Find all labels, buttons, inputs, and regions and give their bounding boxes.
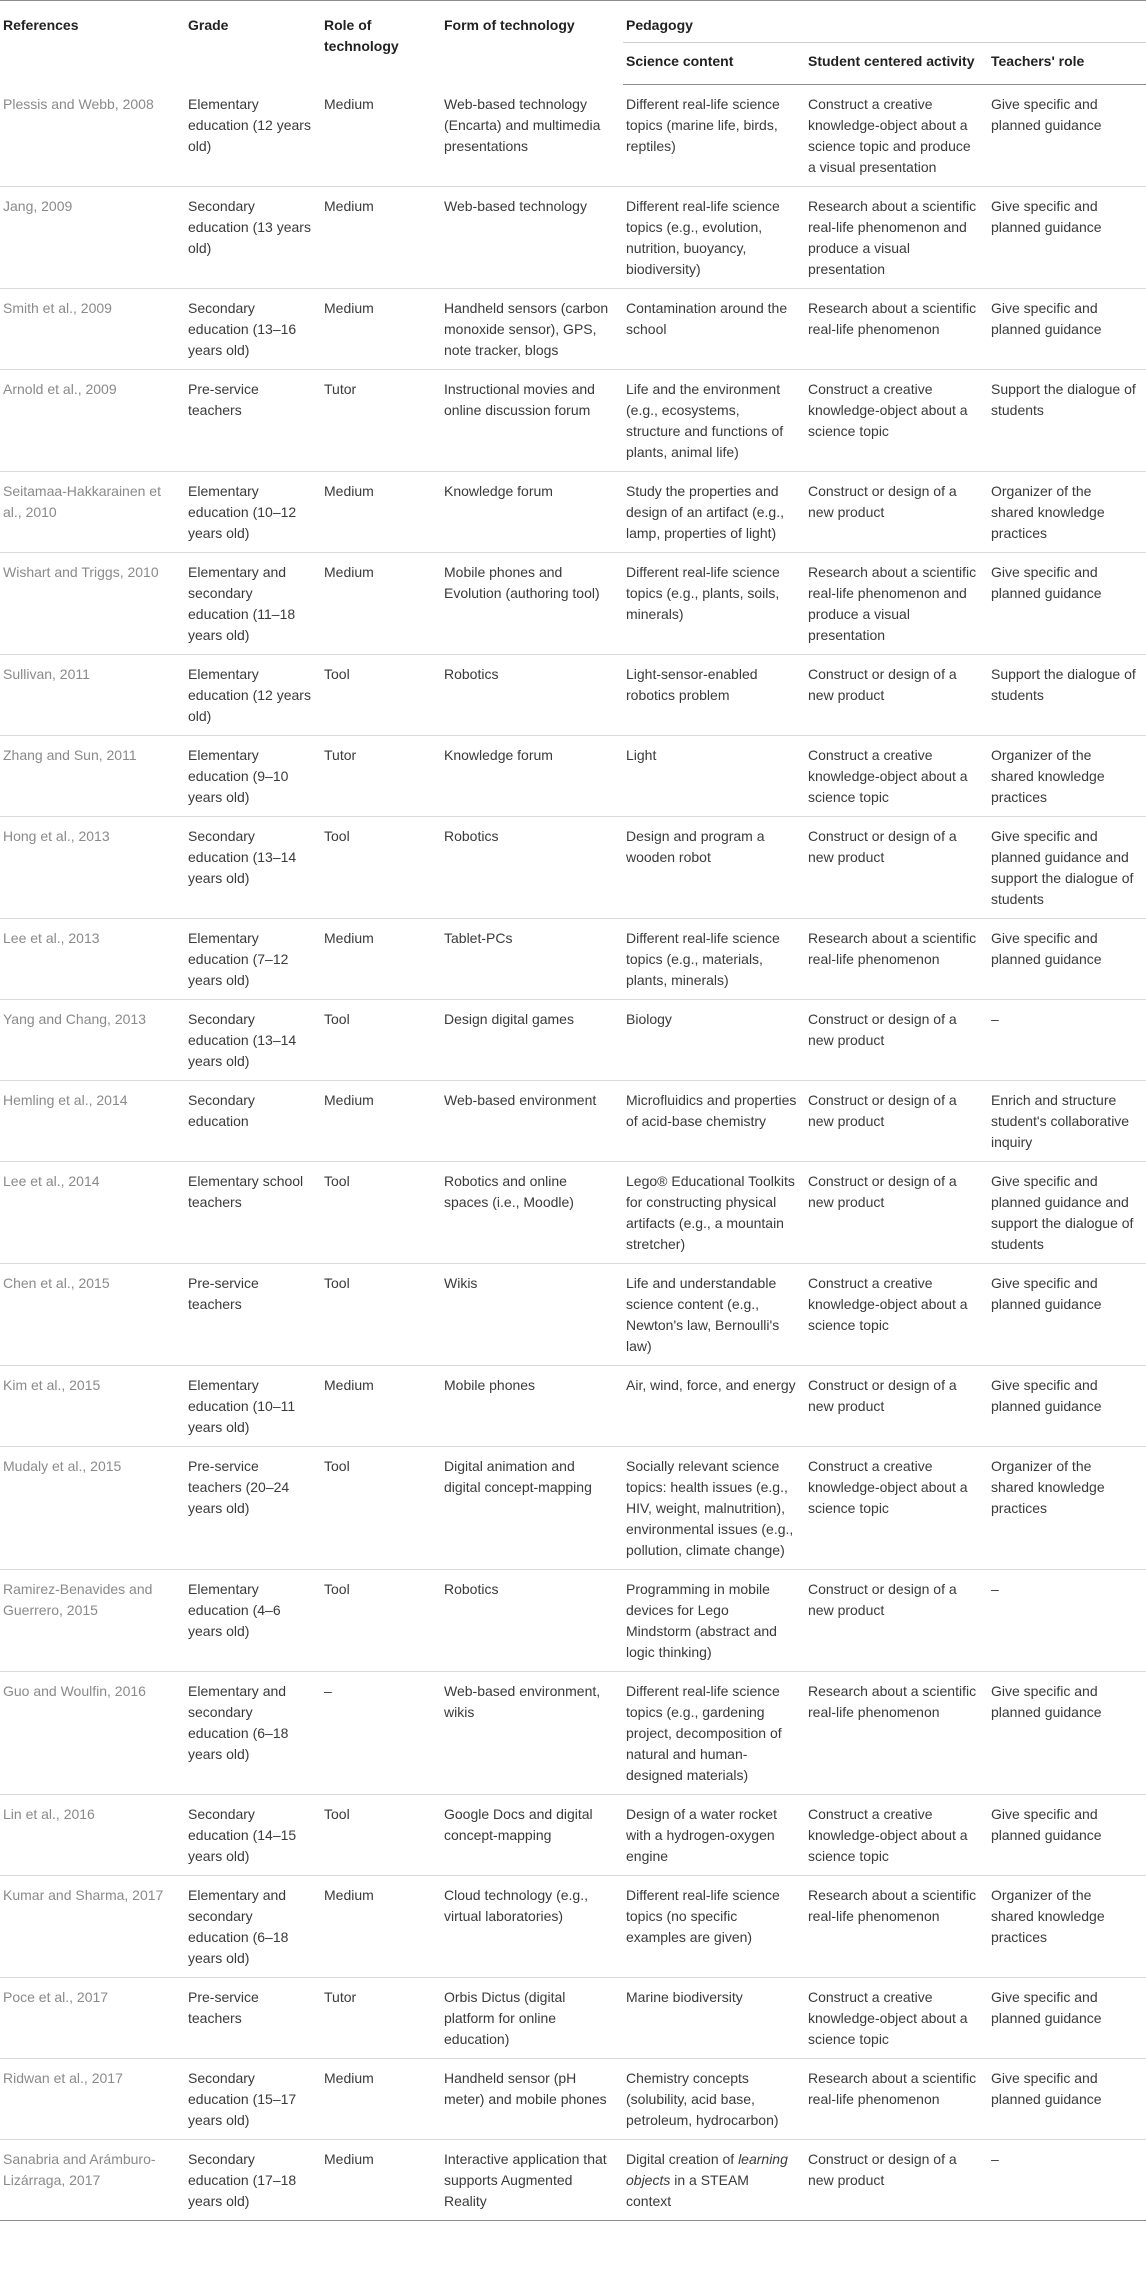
cell-reference: Guo and Woulfin, 2016 xyxy=(0,1672,185,1795)
table-row xyxy=(0,1978,1146,2059)
table-header xyxy=(0,1,1146,85)
cell-grade: Secondary education (13–14 years old) xyxy=(185,817,321,919)
table-row xyxy=(0,1081,1146,1162)
cell-teachers-role: – xyxy=(988,1570,1146,1672)
cell-student-activity: Research about a scientific real-life phenomenon xyxy=(805,1876,988,1978)
cell-role: Tool xyxy=(321,1570,441,1672)
cell-student-activity: Research about a scientific real-life phenomenon xyxy=(805,289,988,370)
cell-form: Knowledge forum xyxy=(441,736,623,817)
cell-science-content: Chemistry concepts (solubility, acid base, petroleum, hydrocarbon) xyxy=(623,2059,805,2140)
cell-teachers-role: Give specific and planned guidance xyxy=(988,1795,1146,1876)
cell-reference: Lee et al., 2013 xyxy=(0,919,185,1000)
table-row xyxy=(0,553,1146,655)
cell-form: Tablet-PCs xyxy=(441,919,623,1000)
cell-teachers-role: Organizer of the shared knowledge practices xyxy=(988,472,1146,553)
cell-science-content: Different real-life science topics (e.g., plants, soils, minerals) xyxy=(623,553,805,655)
cell-student-activity: Construct or design of a new product xyxy=(805,817,988,919)
cell-role: Tutor xyxy=(321,1978,441,2059)
cell-science-content: Different real-life science topics (no specific examples are given) xyxy=(623,1876,805,1978)
cell-science-content: Different real-life science topics (marine life, birds, reptiles) xyxy=(623,85,805,187)
cell-science-content: Different real-life science topics (e.g., evolution, nutrition, buoyancy, biodiversity) xyxy=(623,187,805,289)
cell-student-activity: Construct or design of a new product xyxy=(805,472,988,553)
cell-role: Medium xyxy=(321,553,441,655)
cell-reference: Ridwan et al., 2017 xyxy=(0,2059,185,2140)
table-row xyxy=(0,187,1146,289)
cell-science-content: Air, wind, force, and energy xyxy=(623,1366,805,1447)
cell-role: Tool xyxy=(321,1000,441,1081)
cell-form: Knowledge forum xyxy=(441,472,623,553)
cell-teachers-role: Give specific and planned guidance xyxy=(988,2059,1146,2140)
cell-science-content: Microfluidics and properties of acid-base chemistry xyxy=(623,1081,805,1162)
cell-science-content: Different real-life science topics (e.g., gardening project, decomposition of natural and human-designed materials) xyxy=(623,1672,805,1795)
cell-science-content: Programming in mobile devices for Lego Mindstorm (abstract and logic thinking) xyxy=(623,1570,805,1672)
cell-science-content: Life and understandable science content (e.g., Newton's law, Bernoulli's law) xyxy=(623,1264,805,1366)
cell-form: Google Docs and digital concept-mapping xyxy=(441,1795,623,1876)
cell-science-content: Lego® Educational Toolkits for constructing physical artifacts (e.g., a mountain stretcher) xyxy=(623,1162,805,1264)
cell-reference: Yang and Chang, 2013 xyxy=(0,1000,185,1081)
cell-teachers-role: Give specific and planned guidance and support the dialogue of students xyxy=(988,1162,1146,1264)
cell-form: Robotics xyxy=(441,1570,623,1672)
cell-role: Medium xyxy=(321,919,441,1000)
header-pedagogy: Pedagogy xyxy=(623,1,1146,43)
cell-student-activity: Construct a creative knowledge-object about a science topic xyxy=(805,1447,988,1570)
cell-student-activity: Construct a creative knowledge-object about a science topic xyxy=(805,1978,988,2059)
cell-science-content: Contamination around the school xyxy=(623,289,805,370)
cell-grade: Secondary education (17–18 years old) xyxy=(185,2140,321,2221)
cell-role: Medium xyxy=(321,1876,441,1978)
cell-teachers-role: Give specific and planned guidance xyxy=(988,1264,1146,1366)
cell-role: Tool xyxy=(321,1447,441,1570)
cell-grade: Secondary education (15–17 years old) xyxy=(185,2059,321,2140)
header-teachers-role: Teachers' role xyxy=(988,43,1146,85)
cell-role: Tutor xyxy=(321,370,441,472)
cell-teachers-role: Give specific and planned guidance xyxy=(988,187,1146,289)
cell-science-content: Design and program a wooden robot xyxy=(623,817,805,919)
cell-form: Web-based environment, wikis xyxy=(441,1672,623,1795)
cell-teachers-role: Give specific and planned guidance xyxy=(988,919,1146,1000)
cell-form: Web-based environment xyxy=(441,1081,623,1162)
cell-student-activity: Research about a scientific real-life phenomenon xyxy=(805,2059,988,2140)
cell-student-activity: Construct or design of a new product xyxy=(805,1000,988,1081)
table-row xyxy=(0,370,1146,472)
cell-reference: Hong et al., 2013 xyxy=(0,817,185,919)
table-row xyxy=(0,736,1146,817)
table-row xyxy=(0,1876,1146,1978)
cell-form: Web-based technology xyxy=(441,187,623,289)
content-emphasis: learning objects xyxy=(626,2151,788,2188)
cell-grade: Elementary and secondary education (11–18 years old) xyxy=(185,553,321,655)
cell-teachers-role: Give specific and planned guidance and support the dialogue of students xyxy=(988,817,1146,919)
cell-reference: Plessis and Webb, 2008 xyxy=(0,85,185,187)
cell-reference: Jang, 2009 xyxy=(0,187,185,289)
table-row xyxy=(0,817,1146,919)
cell-grade: Secondary education (13–16 years old) xyxy=(185,289,321,370)
cell-student-activity: Research about a scientific real-life phenomenon xyxy=(805,919,988,1000)
table-row xyxy=(0,1264,1146,1366)
cell-teachers-role: Organizer of the shared knowledge practices xyxy=(988,736,1146,817)
cell-form: Wikis xyxy=(441,1264,623,1366)
cell-role: Tutor xyxy=(321,736,441,817)
header-references: References xyxy=(3,17,79,33)
content-text: in a STEAM context xyxy=(626,2172,749,2209)
header-student-activity: Student centered activity xyxy=(805,43,988,85)
table-body xyxy=(0,85,1146,2221)
cell-form: Mobile phones and Evolution (authoring tool) xyxy=(441,553,623,655)
cell-reference: Wishart and Triggs, 2010 xyxy=(0,553,185,655)
table-row xyxy=(0,919,1146,1000)
cell-form: Instructional movies and online discussion forum xyxy=(441,370,623,472)
table-row xyxy=(0,2059,1146,2140)
table-row xyxy=(0,85,1146,187)
cell-student-activity: Construct or design of a new product xyxy=(805,1366,988,1447)
cell-science-content: Different real-life science topics (e.g., materials, plants, minerals) xyxy=(623,919,805,1000)
table-row xyxy=(0,1795,1146,1876)
cell-student-activity: Construct a creative knowledge-object about a science topic xyxy=(805,1795,988,1876)
cell-science-content: Light xyxy=(623,736,805,817)
cell-form: Handheld sensor (pH meter) and mobile phones xyxy=(441,2059,623,2140)
cell-science-content: Study the properties and design of an artifact (e.g., lamp, properties of light) xyxy=(623,472,805,553)
cell-reference: Arnold et al., 2009 xyxy=(0,370,185,472)
cell-teachers-role: Organizer of the shared knowledge practices xyxy=(988,1447,1146,1570)
cell-form: Cloud technology (e.g., virtual laboratories) xyxy=(441,1876,623,1978)
cell-reference: Seitamaa-Hakkarainen et al., 2010 xyxy=(0,472,185,553)
cell-role: Tool xyxy=(321,655,441,736)
cell-reference: Lin et al., 2016 xyxy=(0,1795,185,1876)
content-text: Digital creation of xyxy=(626,2151,739,2167)
cell-teachers-role: – xyxy=(988,2140,1146,2221)
table-row xyxy=(0,1162,1146,1264)
cell-science-content: Light-sensor-enabled robotics problem xyxy=(623,655,805,736)
cell-grade: Elementary school teachers xyxy=(185,1162,321,1264)
cell-student-activity: Construct a creative knowledge-object about a science topic xyxy=(805,736,988,817)
cell-student-activity: Construct or design of a new product xyxy=(805,1570,988,1672)
cell-grade: Elementary education (7–12 years old) xyxy=(185,919,321,1000)
header-science-content: Science content xyxy=(623,43,805,85)
cell-teachers-role: Give specific and planned guidance xyxy=(988,85,1146,187)
cell-grade: Secondary education (14–15 years old) xyxy=(185,1795,321,1876)
cell-form: Robotics xyxy=(441,817,623,919)
cell-teachers-role: Give specific and planned guidance xyxy=(988,553,1146,655)
cell-grade: Elementary education (10–11 years old) xyxy=(185,1366,321,1447)
cell-role: Medium xyxy=(321,2140,441,2221)
cell-teachers-role: Give specific and planned guidance xyxy=(988,289,1146,370)
table-row xyxy=(0,1672,1146,1795)
cell-form: Robotics xyxy=(441,655,623,736)
cell-grade: Elementary education (9–10 years old) xyxy=(185,736,321,817)
cell-student-activity: Construct a creative knowledge-object about a science topic xyxy=(805,370,988,472)
cell-grade: Secondary education xyxy=(185,1081,321,1162)
cell-reference: Smith et al., 2009 xyxy=(0,289,185,370)
cell-role: Tool xyxy=(321,1162,441,1264)
cell-role: Medium xyxy=(321,187,441,289)
cell-reference: Kumar and Sharma, 2017 xyxy=(0,1876,185,1978)
header-role: Role of technology xyxy=(324,17,399,54)
header-form: Form of technology xyxy=(444,17,575,33)
table-row xyxy=(0,2140,1146,2221)
cell-grade: Pre-service teachers xyxy=(185,1978,321,2059)
cell-reference: Kim et al., 2015 xyxy=(0,1366,185,1447)
cell-science-content xyxy=(623,2140,805,2221)
table-row xyxy=(0,1570,1146,1672)
cell-teachers-role: Organizer of the shared knowledge practices xyxy=(988,1876,1146,1978)
cell-science-content: Biology xyxy=(623,1000,805,1081)
cell-grade: Elementary and secondary education (6–18 years old) xyxy=(185,1672,321,1795)
cell-grade: Secondary education (13 years old) xyxy=(185,187,321,289)
cell-student-activity: Research about a scientific real-life phenomenon xyxy=(805,1672,988,1795)
cell-reference: Chen et al., 2015 xyxy=(0,1264,185,1366)
cell-grade: Pre-service teachers xyxy=(185,370,321,472)
cell-teachers-role: Enrich and structure student's collaborative inquiry xyxy=(988,1081,1146,1162)
cell-form: Handheld sensors (carbon monoxide sensor), GPS, note tracker, blogs xyxy=(441,289,623,370)
cell-role: Medium xyxy=(321,472,441,553)
cell-student-activity: Construct or design of a new product xyxy=(805,1162,988,1264)
cell-reference: Lee et al., 2014 xyxy=(0,1162,185,1264)
cell-grade: Pre-service teachers (20–24 years old) xyxy=(185,1447,321,1570)
cell-student-activity: Research about a scientific real-life phenomenon and produce a visual presentation xyxy=(805,187,988,289)
cell-role: Medium xyxy=(321,85,441,187)
cell-reference: Zhang and Sun, 2011 xyxy=(0,736,185,817)
header-grade: Grade xyxy=(188,17,229,33)
cell-teachers-role: Give specific and planned guidance xyxy=(988,1978,1146,2059)
cell-science-content: Design of a water rocket with a hydrogen-oxygen engine xyxy=(623,1795,805,1876)
cell-teachers-role: Give specific and planned guidance xyxy=(988,1366,1146,1447)
cell-form: Mobile phones xyxy=(441,1366,623,1447)
cell-grade: Elementary education (12 years old) xyxy=(185,655,321,736)
cell-reference: Ramirez-Benavides and Guerrero, 2015 xyxy=(0,1570,185,1672)
cell-grade: Pre-service teachers xyxy=(185,1264,321,1366)
table-row xyxy=(0,1000,1146,1081)
cell-student-activity: Construct a creative knowledge-object about a science topic xyxy=(805,1264,988,1366)
cell-form: Design digital games xyxy=(441,1000,623,1081)
cell-grade: Elementary education (12 years old) xyxy=(185,85,321,187)
cell-student-activity: Research about a scientific real-life phenomenon and produce a visual presentation xyxy=(805,553,988,655)
cell-role: – xyxy=(321,1672,441,1795)
cell-role: Medium xyxy=(321,289,441,370)
cell-role: Tool xyxy=(321,1264,441,1366)
cell-role: Medium xyxy=(321,2059,441,2140)
cell-student-activity: Construct or design of a new product xyxy=(805,1081,988,1162)
cell-form: Interactive application that supports Augmented Reality xyxy=(441,2140,623,2221)
cell-reference: Sanabria and Arámburo-Lizárraga, 2017 xyxy=(0,2140,185,2221)
table-row xyxy=(0,1447,1146,1570)
cell-teachers-role: Support the dialogue of students xyxy=(988,655,1146,736)
cell-role: Tool xyxy=(321,1795,441,1876)
cell-teachers-role: Support the dialogue of students xyxy=(988,370,1146,472)
cell-role: Tool xyxy=(321,817,441,919)
cell-grade: Elementary education (10–12 years old) xyxy=(185,472,321,553)
cell-teachers-role: Give specific and planned guidance xyxy=(988,1672,1146,1795)
cell-reference: Poce et al., 2017 xyxy=(0,1978,185,2059)
table-row xyxy=(0,289,1146,370)
cell-reference: Mudaly et al., 2015 xyxy=(0,1447,185,1570)
cell-reference: Sullivan, 2011 xyxy=(0,655,185,736)
table-row xyxy=(0,472,1146,553)
cell-science-content: Socially relevant science topics: health issues (e.g., HIV, weight, malnutrition), environmental issues (e.g., pollution, climate change) xyxy=(623,1447,805,1570)
cell-teachers-role: – xyxy=(988,1000,1146,1081)
cell-grade: Secondary education (13–14 years old) xyxy=(185,1000,321,1081)
table-row xyxy=(0,655,1146,736)
cell-student-activity: Construct a creative knowledge-object about a science topic and produce a visual presentation xyxy=(805,85,988,187)
table-row xyxy=(0,1366,1146,1447)
cell-science-content: Life and the environment (e.g., ecosystems, structure and functions of plants, animal life) xyxy=(623,370,805,472)
cell-student-activity: Construct or design of a new product xyxy=(805,655,988,736)
cell-form: Orbis Dictus (digital platform for online education) xyxy=(441,1978,623,2059)
cell-form: Digital animation and digital concept-mapping xyxy=(441,1447,623,1570)
cell-form: Web-based technology (Encarta) and multimedia presentations xyxy=(441,85,623,187)
cell-grade: Elementary education (4–6 years old) xyxy=(185,1570,321,1672)
cell-science-content: Marine biodiversity xyxy=(623,1978,805,2059)
cell-grade: Elementary and secondary education (6–18 years old) xyxy=(185,1876,321,1978)
cell-reference: Hemling et al., 2014 xyxy=(0,1081,185,1162)
cell-form: Robotics and online spaces (i.e., Moodle) xyxy=(441,1162,623,1264)
cell-role: Medium xyxy=(321,1081,441,1162)
cell-role: Medium xyxy=(321,1366,441,1447)
cell-student-activity: Construct or design of a new product xyxy=(805,2140,988,2221)
